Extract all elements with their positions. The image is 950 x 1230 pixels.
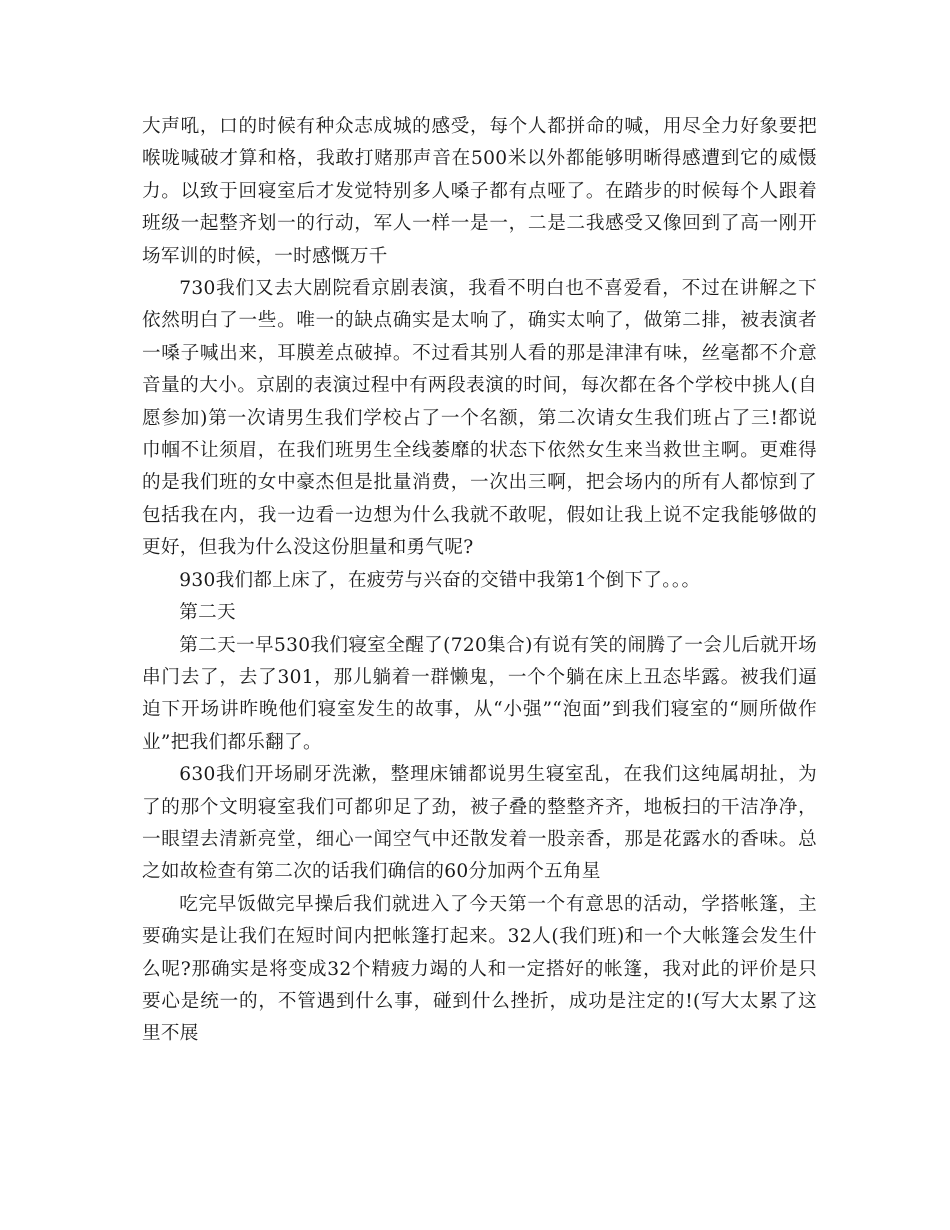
document-body <box>142 111 817 1051</box>
paragraph: 730我们又去大剧院看京剧表演，我看不明白也不喜爱看，不过在讲解之下依然明白了一些。唯一的缺点确实是太响了，确实太响了，做第二排，被表演者一嗓子喊出来，耳膜差点破掉。不过看其别人看的那是津津有味，丝毫都不介意音量的大小。京剧的表演过程中有两段表演的时间，每次都在各个学校中挑人(自愿参加)第一次请男生我们学校占了一个名额，第二次请女生我们班占了三!都说巾帼不让须眉，在我们班男生全线萎靡的状态下依然女生来当救世主啊。更难得的是我们班的女中豪杰但是批量消费，一次出三啊，把会场内的所有人都惊到了包括我在内，我一边看一边想为什么我就不敢呢，假如让我上说不定我能够做的更好，但我为什么没这份胆量和勇气呢? <box>142 278 817 559</box>
paragraph: 吃完早饭做完早操后我们就进入了今天第一个有意思的活动，学搭帐篷，主要确实是让我们在短时间内把帐篷打起来。32人(我们班)和一个大帐篷会发生什么呢?那确实是将变成32个精疲力竭的人和一定搭好的帐篷，我对此的评价是只要心是统一的，不管遇到什么事，碰到什么挫折，成功是注定的!(写大太累了这里不展 <box>142 893 817 1045</box>
paragraph: 930我们都上床了，在疲劳与兴奋的交错中我第1个倒下了。。。 <box>179 569 701 591</box>
paragraph: 第二天一早530我们寝室全醒了(720集合)有说有笑的闹腾了一会儿后就开场串门去了，去了301，那儿躺着一群懒鬼，一个个躺在床上丑态毕露。被我们逼迫下开场讲昨晚他们寝室发生的故事，从“小强”“泡面”到我们寝室的“厕所做作业”把我们都乐翻了。 <box>142 634 817 753</box>
paragraph: 大声吼，口的时候有种众志成城的感受，每个人都拼命的喊，用尽全力好象要把喉咙喊破才算和格，我敢打赌那声音在500米以外都能够明晰得感遭到它的威慑力。以致于回寝室后才发觉特别多人嗓子都有点哑了。在踏步的时候每个人跟着班级一起整齐划一的行动，军人一样一是一，二是二我感受又像回到了高一刚开场军训的时候，一时感慨万千 <box>142 116 817 267</box>
section-heading: 第二天 <box>179 602 236 624</box>
paragraph: 630我们开场刷牙洗漱，整理床铺都说男生寝室乱，在我们这纯属胡扯，为了的那个文明寝室我们可都卯足了劲，被子叠的整整齐齐，地板扫的干洁净净，一眼望去清新亮堂，细心一闻空气中还散发着一股亲香，那是花露水的香味。总之如故检查有第二次的话我们确信的60分加两个五角星 <box>142 764 817 883</box>
